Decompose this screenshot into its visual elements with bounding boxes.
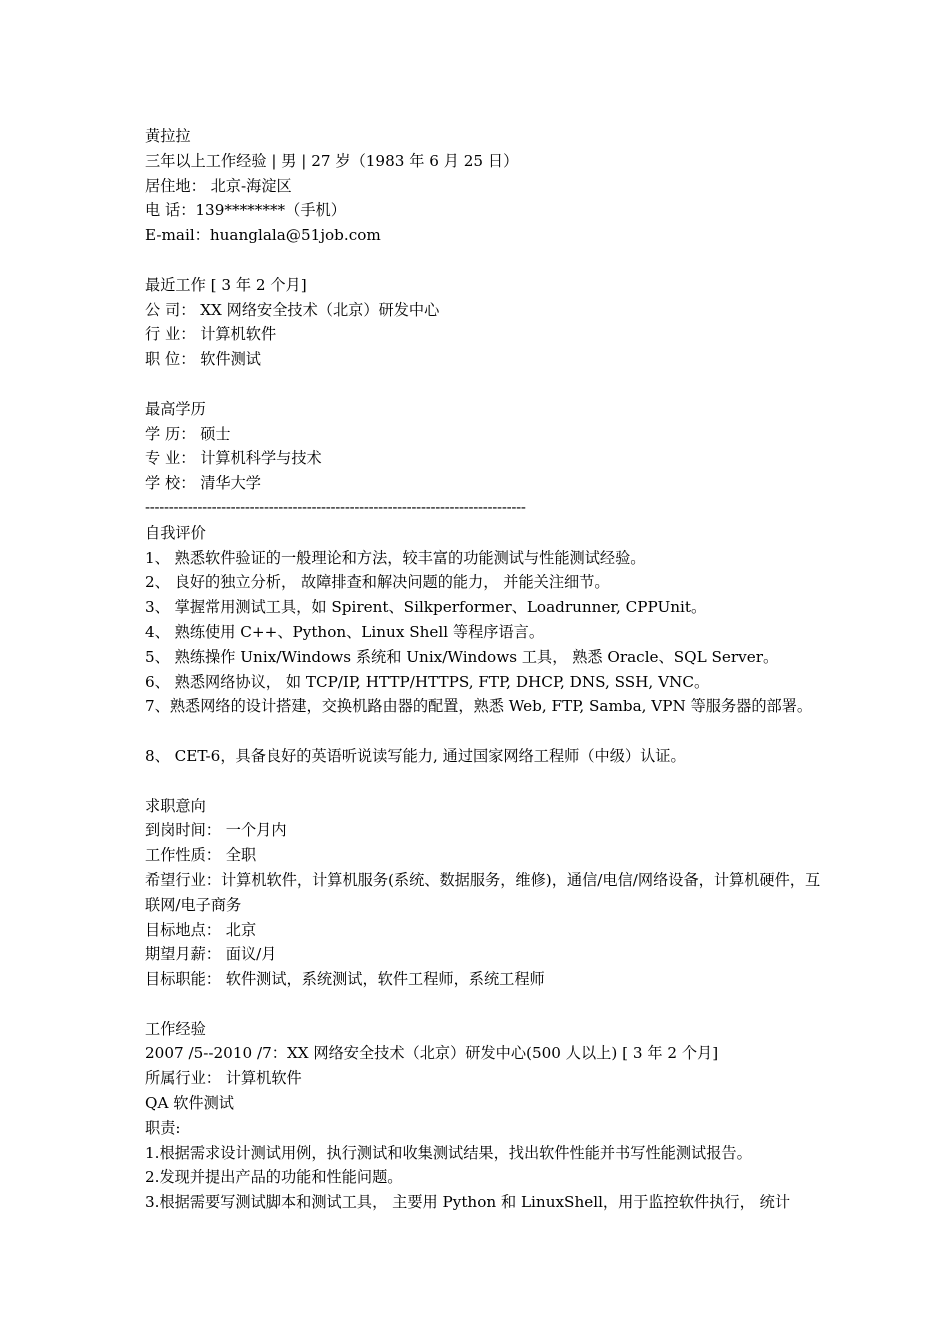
self-evaluation-item: 8、 CET-6，具备良好的英语听说读写能力, 通过国家网络工程师（中级）认证。	[145, 746, 686, 765]
job-intention-location: 目标地点： 北京	[145, 920, 257, 939]
recent-job-industry: 行 业： 计算机软件	[145, 325, 277, 344]
self-evaluation-item: 4、 熟练使用 C++、Python、Linux Shell 等程序语言。	[145, 622, 545, 641]
recent-job-title: 最近工作 [ 3 年 2 个月]	[145, 275, 307, 294]
candidate-name: 黄拉拉	[145, 127, 191, 145]
self-evaluation-item: 7、熟悉网络的设计搭建，交换机路由器的配置，熟悉 Web, FTP, Samba, VPN 等服务器的部署。	[145, 697, 813, 716]
resume-content	[145, 124, 835, 1215]
candidate-summary: 三年以上工作经验 | 男 | 27 岁（1983 年 6 月 25 日）	[145, 151, 519, 170]
job-intention-functions: 目标职能： 软件测试，系统测试，软件工程师，系统工程师	[145, 970, 545, 989]
section-separator: --------------------------------------------------------------------------------	[145, 498, 526, 516]
self-evaluation-item: 5、 熟练操作 Unix/Windows 系统和 Unix/Windows 工具， 熟悉 Oracle、SQL Server。	[145, 647, 779, 666]
residence: 居住地： 北京-海淀区	[145, 176, 292, 195]
education-title: 最高学历	[145, 399, 206, 418]
self-evaluation-title: 自我评价	[145, 523, 206, 542]
work-experience-period: 2007 /5--2010 /7：XX 网络安全技术（北京）研发中心(500 人以上) [ 3 年 2 个月]	[145, 1044, 719, 1063]
work-experience-duty: 1.根据需求设计测试用例，执行测试和收集测试结果，找出软件性能并书写性能测试报告。	[145, 1143, 752, 1162]
work-experience-duty: 3.根据需要写测试脚本和测试工具， 主要用 Python 和 LinuxShell，用于监控软件执行， 统计	[145, 1193, 791, 1212]
education-school: 学 校： 清华大学	[145, 474, 261, 493]
job-intention-nature: 工作性质： 全职	[145, 846, 257, 865]
job-intention-title: 求职意向	[145, 796, 206, 815]
education-degree: 学 历： 硕士	[145, 424, 231, 443]
work-experience-title: 工作经验	[145, 1019, 206, 1038]
job-intention-industries: 希望行业：计算机软件，计算机服务(系统、数据服务，维修)，通信/电信/网络设备，计算机硬件，互联网/电子商务	[145, 870, 821, 914]
work-experience-role: QA 软件测试	[145, 1094, 234, 1113]
recent-job-position: 职 位： 软件测试	[145, 350, 261, 369]
work-experience-industry: 所属行业： 计算机软件	[145, 1069, 302, 1088]
recent-job-company: 公 司： XX 网络安全技术（北京）研发中心	[145, 300, 440, 319]
self-evaluation-item: 3、 掌握常用测试工具，如 Spirent、Silkperformer、Loadrunner, CPPUnit。	[145, 598, 707, 617]
spacer	[145, 248, 835, 273]
spacer	[145, 992, 835, 1017]
self-evaluation-item: 2、 良好的独立分析， 故障排查和解决问题的能力， 并能关注细节。	[145, 573, 610, 592]
self-evaluation-item: 6、 熟悉网络协议， 如 TCP/IP, HTTP/HTTPS, FTP, DHCP, DNS, SSH, VNC。	[145, 672, 710, 691]
job-intention-arrival: 到岗时间： 一个月内	[145, 821, 287, 840]
work-experience-duty: 2.发现并提出产品的功能和性能问题。	[145, 1168, 403, 1187]
self-evaluation-item: 1、 熟悉软件验证的一般理论和方法，较丰富的功能测试与性能测试经验。	[145, 548, 646, 567]
spacer	[145, 719, 835, 744]
job-intention-salary: 期望月薪： 面议/月	[145, 945, 277, 964]
spacer	[145, 372, 835, 397]
spacer	[145, 769, 835, 794]
email: E-mail：huanglala@51job.com	[145, 226, 381, 245]
work-experience-duties-label: 职责:	[145, 1118, 181, 1137]
education-major: 专 业： 计算机科学与技术	[145, 449, 322, 468]
phone: 电 话：139********（手机）	[145, 201, 346, 220]
